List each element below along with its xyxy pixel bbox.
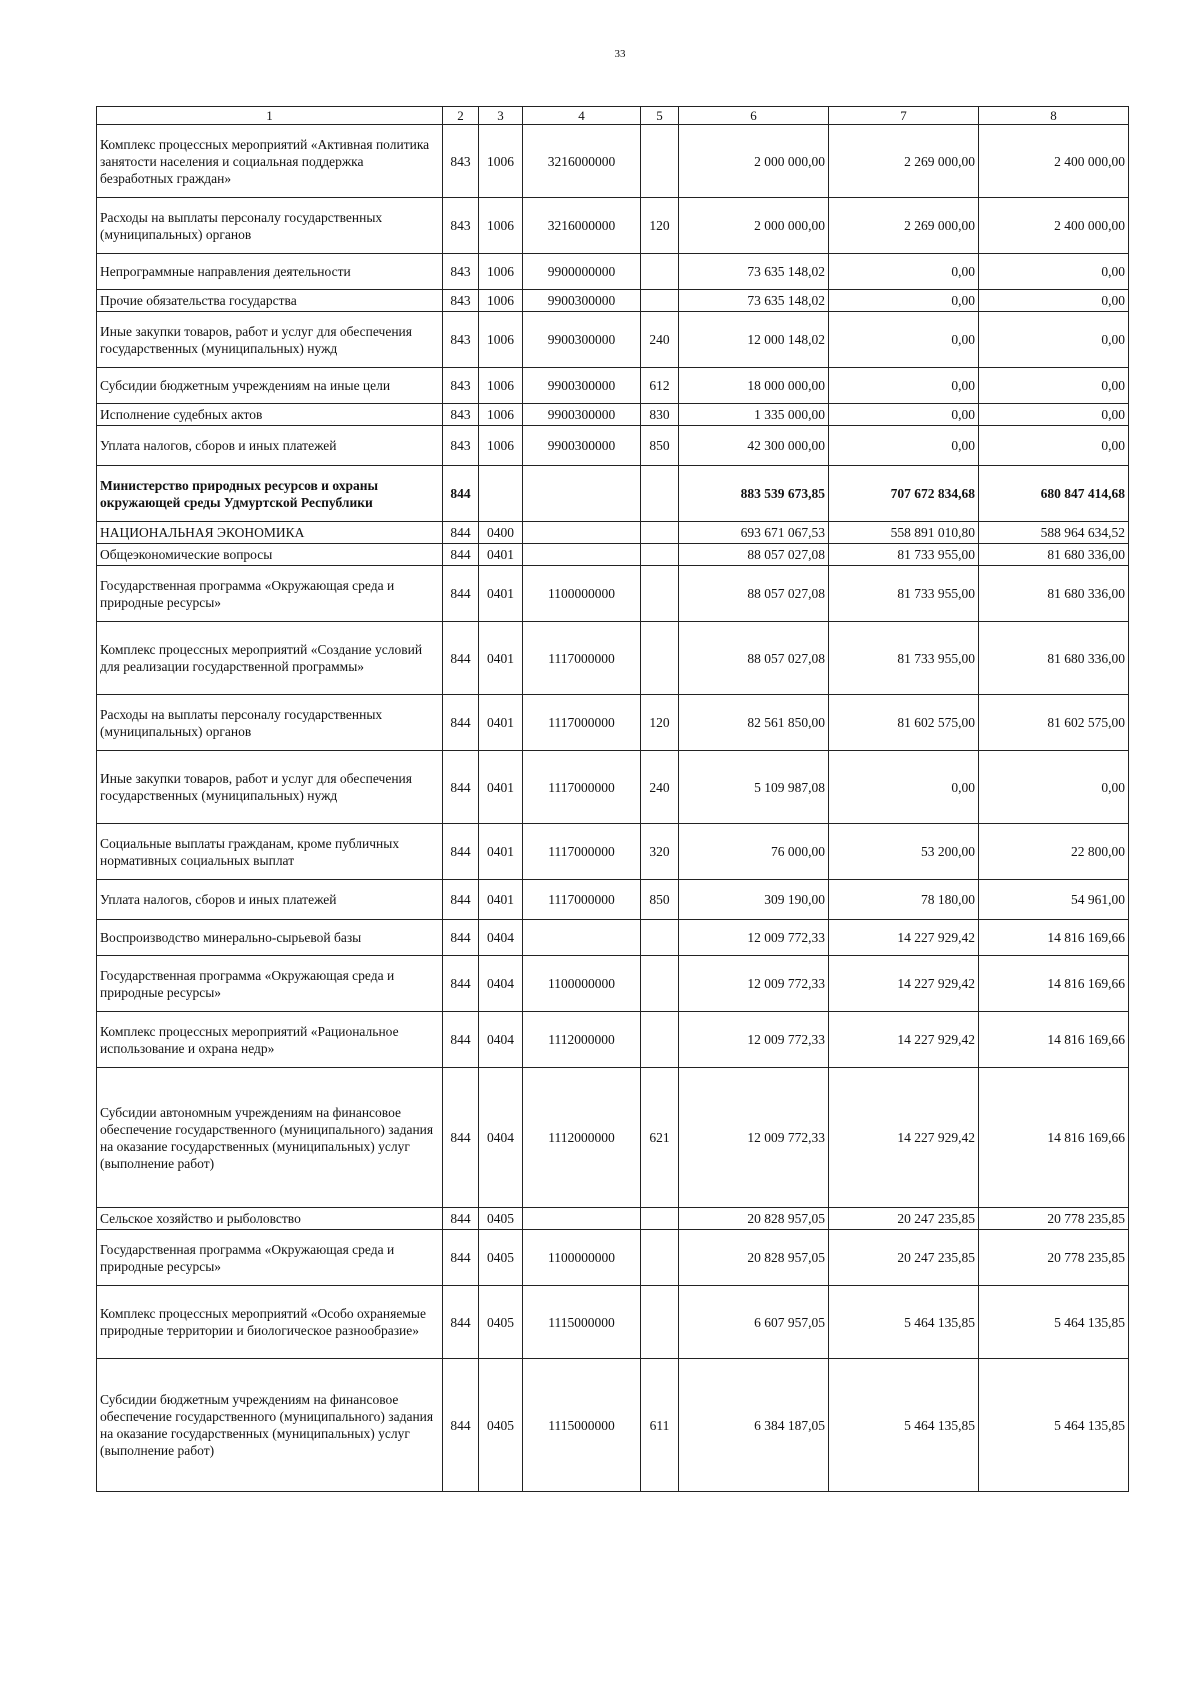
grbs-code-cell: 844 [443, 466, 479, 522]
amount-year3-cell: 14 816 169,66 [979, 1068, 1129, 1208]
table-row [97, 1286, 1129, 1359]
table-row [97, 1012, 1129, 1068]
target-code-cell: 1100000000 [523, 566, 641, 622]
amount-year3-cell: 680 847 414,68 [979, 466, 1129, 522]
header-cell: 3 [479, 107, 523, 125]
amount-year2-cell: 0,00 [829, 290, 979, 312]
row-name-cell: Исполнение судебных актов [97, 404, 443, 426]
target-code-cell: 3216000000 [523, 125, 641, 198]
amount-year1-cell: 883 539 673,85 [679, 466, 829, 522]
table-row [97, 522, 1129, 544]
section-code-cell: 0404 [479, 956, 523, 1012]
amount-year2-cell: 0,00 [829, 254, 979, 290]
expense-type-cell [641, 1012, 679, 1068]
amount-year1-cell: 6 607 957,05 [679, 1286, 829, 1359]
target-code-cell: 1100000000 [523, 956, 641, 1012]
section-code-cell: 0401 [479, 566, 523, 622]
amount-year1-cell: 1 335 000,00 [679, 404, 829, 426]
expense-type-cell [641, 1230, 679, 1286]
amount-year2-cell: 81 733 955,00 [829, 566, 979, 622]
target-code-cell: 1117000000 [523, 824, 641, 880]
table-row [97, 1359, 1129, 1492]
expense-type-cell: 830 [641, 404, 679, 426]
amount-year1-cell: 73 635 148,02 [679, 254, 829, 290]
amount-year1-cell: 2 000 000,00 [679, 198, 829, 254]
row-name-cell: Субсидии бюджетным учреждениям на финансовое обеспечение государственного (муниципального) задания на оказание государственных (муниципальных) услуг (выполнение работ) [97, 1359, 443, 1492]
amount-year3-cell: 2 400 000,00 [979, 125, 1129, 198]
target-code-cell: 9900300000 [523, 368, 641, 404]
header-cell: 7 [829, 107, 979, 125]
amount-year1-cell: 88 057 027,08 [679, 544, 829, 566]
amount-year2-cell: 14 227 929,42 [829, 1068, 979, 1208]
grbs-code-cell: 844 [443, 695, 479, 751]
amount-year1-cell: 88 057 027,08 [679, 566, 829, 622]
section-code-cell: 1006 [479, 254, 523, 290]
row-name-cell: Субсидии бюджетным учреждениям на иные цели [97, 368, 443, 404]
table-row [97, 125, 1129, 198]
amount-year1-cell: 76 000,00 [679, 824, 829, 880]
target-code-cell: 1112000000 [523, 1012, 641, 1068]
row-name-cell: Государственная программа «Окружающая среда и природные ресурсы» [97, 956, 443, 1012]
expense-type-cell: 240 [641, 751, 679, 824]
grbs-code-cell: 844 [443, 566, 479, 622]
row-name-cell: Комплекс процессных мероприятий «Активная политика занятости населения и социальная поддержка безработных граждан» [97, 125, 443, 198]
amount-year2-cell: 2 269 000,00 [829, 198, 979, 254]
amount-year2-cell: 78 180,00 [829, 880, 979, 920]
table-row [97, 198, 1129, 254]
header-cell: 8 [979, 107, 1129, 125]
header-cell: 2 [443, 107, 479, 125]
grbs-code-cell: 844 [443, 1012, 479, 1068]
row-name-cell: Уплата налогов, сборов и иных платежей [97, 880, 443, 920]
amount-year1-cell: 42 300 000,00 [679, 426, 829, 466]
section-code-cell: 0401 [479, 695, 523, 751]
amount-year3-cell: 0,00 [979, 254, 1129, 290]
target-code-cell: 1117000000 [523, 880, 641, 920]
amount-year2-cell: 0,00 [829, 426, 979, 466]
header-row [97, 107, 1129, 125]
expense-type-cell: 611 [641, 1359, 679, 1492]
amount-year3-cell: 20 778 235,85 [979, 1208, 1129, 1230]
expense-type-cell: 320 [641, 824, 679, 880]
section-code-cell: 0401 [479, 824, 523, 880]
grbs-code-cell: 844 [443, 824, 479, 880]
section-code-cell: 1006 [479, 290, 523, 312]
amount-year2-cell: 14 227 929,42 [829, 920, 979, 956]
amount-year2-cell: 558 891 010,80 [829, 522, 979, 544]
table-row [97, 1068, 1129, 1208]
header-cell: 6 [679, 107, 829, 125]
amount-year2-cell: 81 733 955,00 [829, 622, 979, 695]
amount-year2-cell: 14 227 929,42 [829, 1012, 979, 1068]
amount-year3-cell: 81 680 336,00 [979, 622, 1129, 695]
table-row [97, 622, 1129, 695]
section-code-cell: 0401 [479, 622, 523, 695]
amount-year2-cell: 5 464 135,85 [829, 1286, 979, 1359]
section-code-cell: 0401 [479, 751, 523, 824]
amount-year2-cell: 53 200,00 [829, 824, 979, 880]
amount-year2-cell: 20 247 235,85 [829, 1230, 979, 1286]
amount-year2-cell: 2 269 000,00 [829, 125, 979, 198]
section-code-cell: 0400 [479, 522, 523, 544]
table-row [97, 404, 1129, 426]
section-code-cell: 0401 [479, 880, 523, 920]
section-code-cell: 1006 [479, 125, 523, 198]
table-row [97, 368, 1129, 404]
amount-year2-cell: 0,00 [829, 368, 979, 404]
section-code-cell: 0405 [479, 1359, 523, 1492]
section-code-cell: 0405 [479, 1230, 523, 1286]
grbs-code-cell: 844 [443, 544, 479, 566]
amount-year2-cell: 0,00 [829, 312, 979, 368]
expense-type-cell [641, 622, 679, 695]
row-name-cell: Государственная программа «Окружающая среда и природные ресурсы» [97, 566, 443, 622]
target-code-cell: 1117000000 [523, 751, 641, 824]
target-code-cell: 1100000000 [523, 1230, 641, 1286]
amount-year2-cell: 5 464 135,85 [829, 1359, 979, 1492]
expense-type-cell: 240 [641, 312, 679, 368]
section-code-cell: 1006 [479, 426, 523, 466]
expense-type-cell: 612 [641, 368, 679, 404]
grbs-code-cell: 844 [443, 956, 479, 1012]
grbs-code-cell: 843 [443, 198, 479, 254]
amount-year3-cell: 0,00 [979, 290, 1129, 312]
table-row [97, 824, 1129, 880]
amount-year1-cell: 73 635 148,02 [679, 290, 829, 312]
row-name-cell: Субсидии автономным учреждениям на финансовое обеспечение государственного (муниципального) задания на оказание государственных (муниципальных) услуг (выполнение работ) [97, 1068, 443, 1208]
section-code-cell: 0405 [479, 1208, 523, 1230]
amount-year3-cell: 22 800,00 [979, 824, 1129, 880]
grbs-code-cell: 843 [443, 426, 479, 466]
table-row [97, 1208, 1129, 1230]
row-name-cell: Расходы на выплаты персоналу государственных (муниципальных) органов [97, 695, 443, 751]
grbs-code-cell: 844 [443, 920, 479, 956]
row-name-cell: НАЦИОНАЛЬНАЯ ЭКОНОМИКА [97, 522, 443, 544]
grbs-code-cell: 843 [443, 290, 479, 312]
table-row [97, 566, 1129, 622]
table-row [97, 254, 1129, 290]
header-cell: 5 [641, 107, 679, 125]
amount-year1-cell: 6 384 187,05 [679, 1359, 829, 1492]
expense-type-cell [641, 1286, 679, 1359]
row-name-cell: Непрограммные направления деятельности [97, 254, 443, 290]
row-name-cell: Комплекс процессных мероприятий «Особо охраняемые природные территории и биологическое разнообразие» [97, 1286, 443, 1359]
table-row [97, 956, 1129, 1012]
grbs-code-cell: 844 [443, 1068, 479, 1208]
target-code-cell [523, 544, 641, 566]
amount-year3-cell: 2 400 000,00 [979, 198, 1129, 254]
section-code-cell: 0404 [479, 920, 523, 956]
grbs-code-cell: 843 [443, 125, 479, 198]
page-number: 33 [614, 48, 626, 60]
header-cell: 1 [97, 107, 443, 125]
amount-year1-cell: 12 009 772,33 [679, 1068, 829, 1208]
grbs-code-cell: 844 [443, 1208, 479, 1230]
amount-year2-cell: 14 227 929,42 [829, 956, 979, 1012]
expense-type-cell [641, 956, 679, 1012]
amount-year3-cell: 54 961,00 [979, 880, 1129, 920]
amount-year2-cell: 81 602 575,00 [829, 695, 979, 751]
amount-year1-cell: 693 671 067,53 [679, 522, 829, 544]
expense-type-cell [641, 290, 679, 312]
grbs-code-cell: 844 [443, 1359, 479, 1492]
target-code-cell: 9900300000 [523, 312, 641, 368]
target-code-cell: 1112000000 [523, 1068, 641, 1208]
grbs-code-cell: 843 [443, 254, 479, 290]
amount-year2-cell: 0,00 [829, 404, 979, 426]
amount-year3-cell: 5 464 135,85 [979, 1286, 1129, 1359]
target-code-cell: 9900300000 [523, 404, 641, 426]
amount-year1-cell: 12 000 148,02 [679, 312, 829, 368]
amount-year3-cell: 0,00 [979, 404, 1129, 426]
section-code-cell: 0401 [479, 544, 523, 566]
expense-type-cell: 120 [641, 695, 679, 751]
amount-year3-cell: 0,00 [979, 426, 1129, 466]
expense-type-cell [641, 466, 679, 522]
target-code-cell: 1117000000 [523, 622, 641, 695]
section-code-cell: 0404 [479, 1068, 523, 1208]
section-code-cell: 0404 [479, 1012, 523, 1068]
row-name-cell: Комплекс процессных мероприятий «Рациональное использование и охрана недр» [97, 1012, 443, 1068]
row-name-cell: Прочие обязательства государства [97, 290, 443, 312]
target-code-cell: 3216000000 [523, 198, 641, 254]
amount-year3-cell: 14 816 169,66 [979, 920, 1129, 956]
amount-year3-cell: 81 680 336,00 [979, 566, 1129, 622]
amount-year3-cell: 20 778 235,85 [979, 1230, 1129, 1286]
row-name-cell: Расходы на выплаты персоналу государственных (муниципальных) органов [97, 198, 443, 254]
section-code-cell: 1006 [479, 198, 523, 254]
table-row [97, 695, 1129, 751]
row-name-cell: Иные закупки товаров, работ и услуг для обеспечения государственных (муниципальных) нужд [97, 751, 443, 824]
expense-type-cell: 621 [641, 1068, 679, 1208]
row-name-cell: Иные закупки товаров, работ и услуг для обеспечения государственных (муниципальных) нужд [97, 312, 443, 368]
target-code-cell: 9900300000 [523, 290, 641, 312]
table-row [97, 466, 1129, 522]
target-code-cell [523, 1208, 641, 1230]
expense-type-cell [641, 522, 679, 544]
budget-table [96, 106, 1129, 1492]
target-code-cell: 1117000000 [523, 695, 641, 751]
amount-year2-cell: 81 733 955,00 [829, 544, 979, 566]
amount-year1-cell: 12 009 772,33 [679, 920, 829, 956]
target-code-cell: 9900300000 [523, 426, 641, 466]
expense-type-cell: 850 [641, 880, 679, 920]
table-row [97, 920, 1129, 956]
expense-type-cell [641, 125, 679, 198]
amount-year3-cell: 81 602 575,00 [979, 695, 1129, 751]
amount-year2-cell: 20 247 235,85 [829, 1208, 979, 1230]
target-code-cell: 1115000000 [523, 1286, 641, 1359]
amount-year3-cell: 0,00 [979, 751, 1129, 824]
expense-type-cell [641, 544, 679, 566]
target-code-cell: 1115000000 [523, 1359, 641, 1492]
amount-year3-cell: 81 680 336,00 [979, 544, 1129, 566]
grbs-code-cell: 843 [443, 404, 479, 426]
target-code-cell [523, 522, 641, 544]
table-row [97, 880, 1129, 920]
row-name-cell: Социальные выплаты гражданам, кроме публичных нормативных социальных выплат [97, 824, 443, 880]
expense-type-cell [641, 920, 679, 956]
expense-type-cell [641, 566, 679, 622]
table-row [97, 312, 1129, 368]
grbs-code-cell: 843 [443, 312, 479, 368]
amount-year1-cell: 309 190,00 [679, 880, 829, 920]
grbs-code-cell: 844 [443, 622, 479, 695]
row-name-cell: Комплекс процессных мероприятий «Создание условий для реализации государственной программы» [97, 622, 443, 695]
section-code-cell: 1006 [479, 368, 523, 404]
row-name-cell: Общеэкономические вопросы [97, 544, 443, 566]
row-name-cell: Уплата налогов, сборов и иных платежей [97, 426, 443, 466]
target-code-cell [523, 466, 641, 522]
amount-year1-cell: 12 009 772,33 [679, 1012, 829, 1068]
table-row [97, 751, 1129, 824]
grbs-code-cell: 844 [443, 522, 479, 544]
table-row [97, 426, 1129, 466]
grbs-code-cell: 844 [443, 1230, 479, 1286]
expense-type-cell: 850 [641, 426, 679, 466]
table-row [97, 1230, 1129, 1286]
grbs-code-cell: 844 [443, 751, 479, 824]
target-code-cell [523, 920, 641, 956]
row-name-cell: Воспроизводство минерально-сырьевой базы [97, 920, 443, 956]
amount-year3-cell: 14 816 169,66 [979, 956, 1129, 1012]
row-name-cell: Министерство природных ресурсов и охраны окружающей среды Удмуртской Республики [97, 466, 443, 522]
amount-year1-cell: 12 009 772,33 [679, 956, 829, 1012]
amount-year2-cell: 707 672 834,68 [829, 466, 979, 522]
amount-year1-cell: 2 000 000,00 [679, 125, 829, 198]
amount-year1-cell: 82 561 850,00 [679, 695, 829, 751]
section-code-cell [479, 466, 523, 522]
table-row [97, 290, 1129, 312]
row-name-cell: Сельское хозяйство и рыболовство [97, 1208, 443, 1230]
section-code-cell: 1006 [479, 404, 523, 426]
amount-year3-cell: 14 816 169,66 [979, 1012, 1129, 1068]
section-code-cell: 1006 [479, 312, 523, 368]
amount-year1-cell: 20 828 957,05 [679, 1230, 829, 1286]
amount-year2-cell: 0,00 [829, 751, 979, 824]
amount-year3-cell: 0,00 [979, 312, 1129, 368]
amount-year3-cell: 0,00 [979, 368, 1129, 404]
grbs-code-cell: 844 [443, 1286, 479, 1359]
amount-year1-cell: 18 000 000,00 [679, 368, 829, 404]
amount-year1-cell: 88 057 027,08 [679, 622, 829, 695]
target-code-cell: 9900000000 [523, 254, 641, 290]
header-cell: 4 [523, 107, 641, 125]
section-code-cell: 0405 [479, 1286, 523, 1359]
amount-year1-cell: 20 828 957,05 [679, 1208, 829, 1230]
row-name-cell: Государственная программа «Окружающая среда и природные ресурсы» [97, 1230, 443, 1286]
expense-type-cell [641, 1208, 679, 1230]
expense-type-cell [641, 254, 679, 290]
amount-year3-cell: 5 464 135,85 [979, 1359, 1129, 1492]
amount-year1-cell: 5 109 987,08 [679, 751, 829, 824]
table-row [97, 544, 1129, 566]
grbs-code-cell: 844 [443, 880, 479, 920]
expense-type-cell: 120 [641, 198, 679, 254]
grbs-code-cell: 843 [443, 368, 479, 404]
amount-year3-cell: 588 964 634,52 [979, 522, 1129, 544]
